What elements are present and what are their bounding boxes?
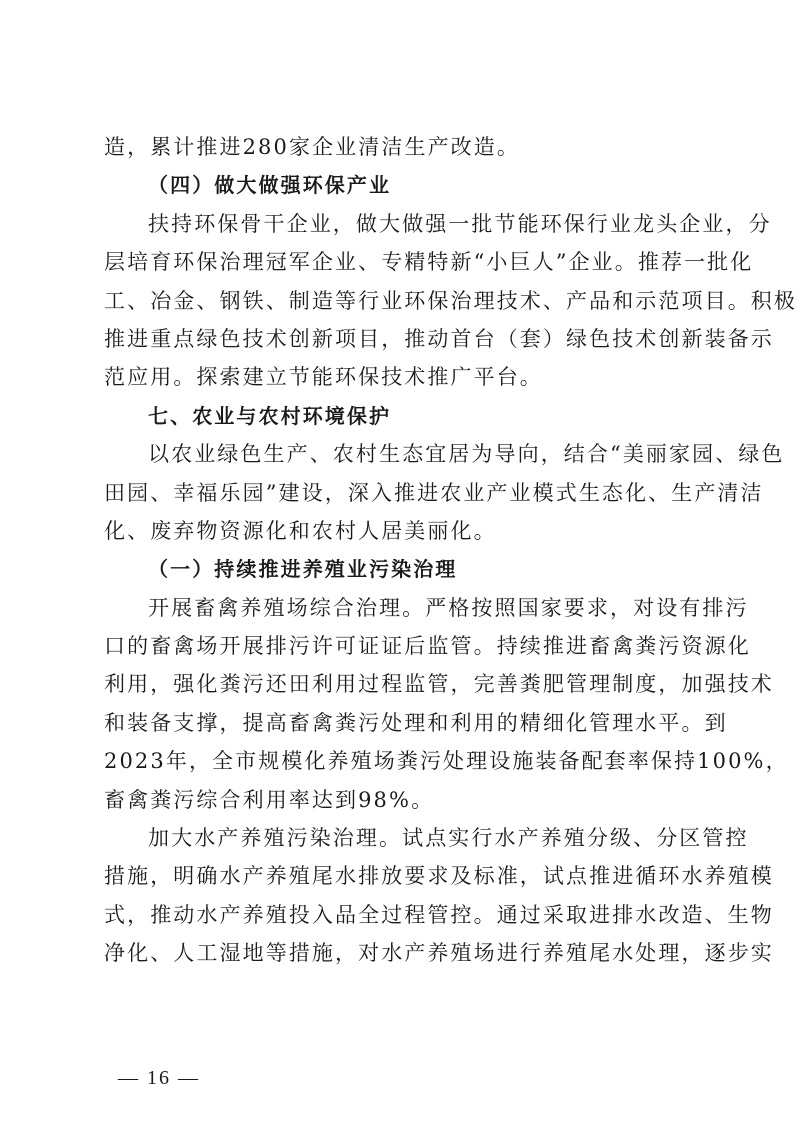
paragraph-line: 净化、人工湿地等措施，对水产养殖场进行养殖尾水处理，逐步实 (104, 941, 774, 966)
paragraph-line: 田园、幸福乐园”建设，深入推进农业产业模式生态化、生产清洁 (104, 480, 764, 505)
document-body (104, 128, 797, 973)
paragraph-line: 以农业绿色生产、农村生态宜居为导向，结合“美丽家园、绿色 (148, 442, 785, 467)
paragraph-line: 范应用。探索建立节能环保技术推广平台。 (104, 365, 543, 390)
paragraph-line: 层培育环保治理冠军企业、专精特新“小巨人”企业。推荐一批化 (104, 250, 754, 275)
paragraph-line: 加大水产养殖污染治理。试点实行水产养殖分级、分区管控 (148, 826, 749, 851)
paragraph-line: 推进重点绿色技术创新项目，推动首台（套）绿色技术创新装备示 (104, 326, 774, 351)
paragraph-line: 利用，强化粪污还田利用过程监管，完善粪肥管理制度，加强技术 (104, 672, 774, 697)
paragraph-line: 造，累计推进280家企业清洁生产改造。 (104, 135, 520, 159)
paragraph-line: 开展畜禽养殖场综合治理。严格按照国家要求，对设有排污 (148, 595, 749, 620)
paragraph-line: 措施，明确水产养殖尾水排放要求及标准，试点推进循环水养殖模 (104, 864, 774, 889)
section-heading: （四）做大做强环保产业 (148, 173, 392, 198)
paragraph-line: 口的畜禽场开展排污许可证证后监管。持续推进畜禽粪污资源化 (104, 634, 751, 659)
paragraph-line: 扶持环保骨干企业，做大做强一批节能环保行业龙头企业，分 (148, 211, 772, 236)
paragraph-line: 和装备支撑，提高畜禽粪污处理和利用的精细化管理水平。到 (104, 710, 728, 735)
paragraph-line: 式，推动水产养殖投入品全过程管控。通过采取进排水改造、生物 (104, 902, 774, 927)
paragraph-line: 2023年，全市规模化养殖场粪污处理设施装备配套率保持100%， (104, 749, 789, 774)
paragraph-line: 畜禽粪污综合利用率达到98%。 (104, 787, 435, 812)
page-number: — 16 — (118, 1067, 200, 1089)
section-heading: （一）持续推进养殖业污染治理 (148, 557, 458, 582)
paragraph-line: 化、废弃物资源化和农村人居美丽化。 (104, 518, 497, 543)
chapter-heading: 七、农业与农村环境保护 (148, 403, 392, 428)
paragraph-line: 工、冶金、钢铁、制造等行业环保治理技术、产品和示范项目。积极 (104, 288, 797, 313)
